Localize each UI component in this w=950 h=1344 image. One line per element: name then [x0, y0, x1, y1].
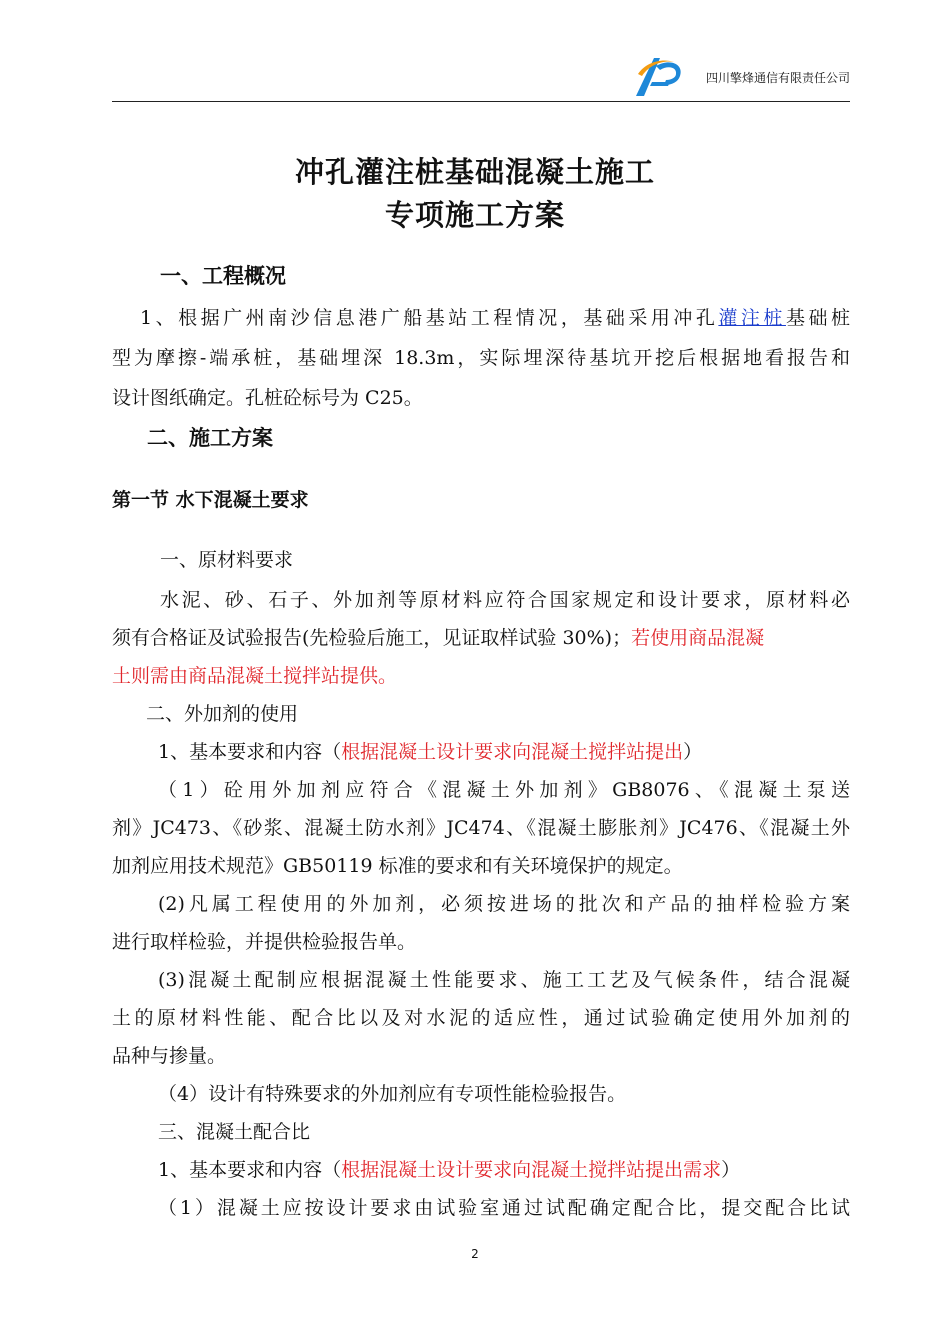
paragraph-line: (2)凡属工程使用的外加剂，必须按进场的批次和产品的抽样检验方案 [158, 893, 850, 915]
paragraph-line [112, 626, 850, 650]
paragraph-line: (3)混凝土配制应根据混凝土性能要求、施工工艺及气候条件，结合混凝 [158, 969, 850, 991]
section-heading: 第一节 水下混凝土要求 [112, 489, 309, 511]
highlight-red-text: 土则需由商品混凝土搅拌站提供。 [112, 665, 398, 687]
paragraph-line [158, 1158, 896, 1182]
paragraph-line [112, 306, 850, 330]
text-span: ） [721, 1159, 741, 1181]
text-span: 1、根据广州南沙信息港广船基站工程情况，基础采用冲孔 [140, 307, 719, 329]
paragraph-line: 土的原材料性能、配合比以及对水泥的适应性，通过试验确定使用外加剂的 [112, 1007, 850, 1029]
text-span: 基础桩 [785, 307, 850, 329]
heading-construction-plan: 二、施工方案 [147, 426, 273, 450]
page-header [112, 40, 850, 102]
paragraph-line: 品种与掺量。 [112, 1045, 227, 1067]
text-span: 1、基本要求和内容（ [158, 741, 342, 763]
paragraph-line: 加剂应用技术规范》GB50119 标准的要求和有关环境保护的规定。 [112, 855, 683, 877]
paragraph-line: （4）设计有特殊要求的外加剂应有专项性能检验报告。 [158, 1083, 627, 1105]
link-guanzhuzhuang[interactable]: 灌注桩 [718, 307, 786, 329]
header-divider [112, 101, 850, 102]
highlight-red-text: 根据混凝土设计要求向混凝土搅拌站提出需求 [341, 1159, 722, 1181]
paragraph-line: 型为摩擦-端承桩，基础埋深 18.3m，实际埋深待基坑开挖后根据地看报告和 [112, 347, 850, 369]
highlight-red-text: 根据混凝土设计要求向混凝土搅拌站提出 [341, 741, 684, 763]
document-title-line2: 专项施工方案 [384, 198, 565, 232]
paragraph-line: 设计图纸确定。孔桩砼标号为 C25。 [112, 387, 423, 409]
paragraph-line: （1）砼用外加剂应符合《混凝土外加剂》GB8076、《混凝土泵送 [158, 779, 850, 801]
paragraph-line: 进行取样检验，并提供检验报告单。 [112, 931, 417, 953]
paragraph-line: 水泥、砂、石子、外加剂等原材料应符合国家规定和设计要求，原材料必 [160, 589, 850, 611]
text-span: 须有合格证及试验报告(先检验后施工，见证取样试验 30%)； [112, 627, 632, 649]
subheading-admixture: 二、外加剂的使用 [146, 703, 299, 725]
paragraph-line [158, 740, 896, 764]
company-name: 四川擎烽通信有限责任公司 [705, 71, 850, 85]
heading-project-overview: 一、工程概况 [160, 264, 286, 288]
text-span: ） [683, 741, 703, 763]
paragraph-line: （1）混凝土应按设计要求由试验室通过试配确定配合比，提交配合比试 [158, 1197, 850, 1219]
paragraph-line: 剂》JC473、《砂浆、混凝土防水剂》JC474、《混凝土膨胀剂》JC476、《混凝土外 [112, 817, 850, 839]
subheading-raw-materials: 一、原材料要求 [160, 549, 294, 571]
page-number: 2 [471, 1247, 479, 1261]
highlight-red-text: 若使用商品混凝 [631, 627, 765, 649]
company-logo-icon [630, 52, 686, 98]
subheading-mix-ratio: 三、混凝土配合比 [158, 1121, 311, 1143]
text-span: 1、基本要求和内容（ [158, 1159, 342, 1181]
document-title-line1: 冲孔灌注桩基础混凝土施工 [294, 155, 655, 189]
